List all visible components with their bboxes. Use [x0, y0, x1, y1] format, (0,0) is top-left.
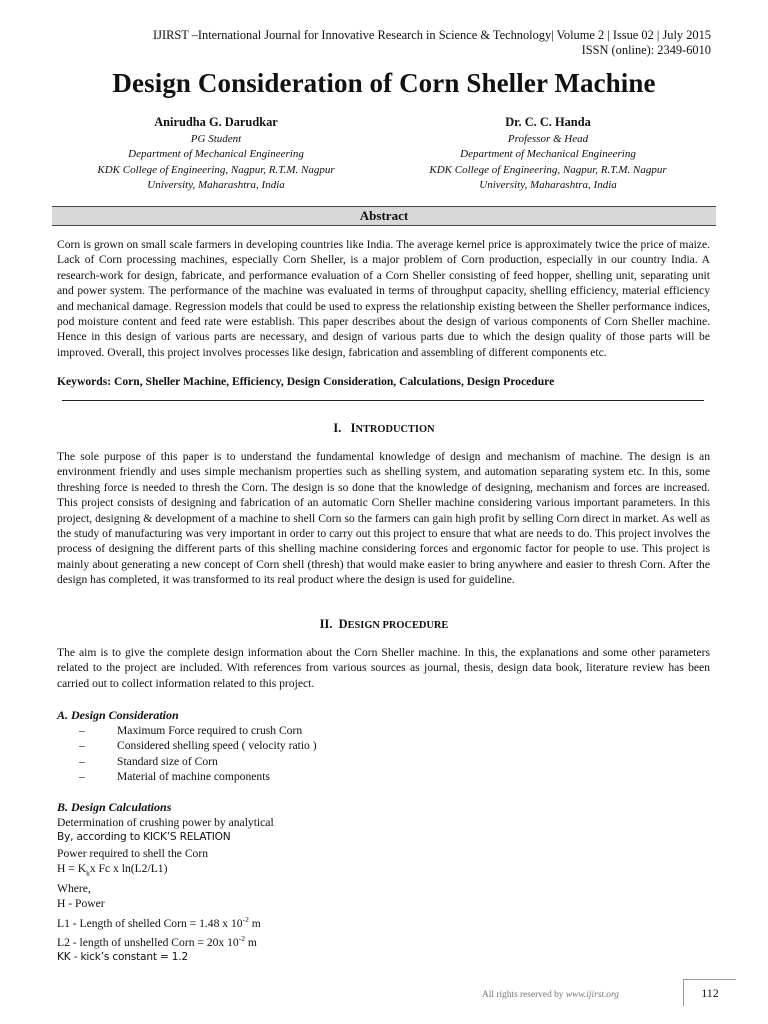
issn-header: ISSN (online): 2349-6010 — [581, 43, 711, 57]
kick-constant-definition: KK - kick’s constant = 1.2 — [57, 951, 189, 964]
introduction-text: The sole purpose of this paper is to understand the fundamental knowledge of design and mechanism of machine. The design is an environment friendly and uses simple mechanism properties such as shelling system, and automation separating system etc. In this, some threshing force is needed to thresh the Corn. The design is so done that the knowledge of designing, mechanism and forces are increased. This project consists of designing and fabrication of an automatic Corn Sheller machine considering various important parameters. In this project, designing & development of a machine to shell Corn so the farmers can gain high profit by selling Corn direct in market. As well as the study of manufacturing was very important in order to carry out this project to ensure that what are needs to do. This project involves the process of designing the different parts of this shelling machine considering forces and ergonomic factor for people to use. This project is mainly about generating a new concept of Corn shell (thresh) that would make easier to bring anywhere and easier to thresh Corn. After the design has completed, it was transformed to its real product where the design is used for guideline. — [57, 450, 710, 587]
l1-definition: L1 - Length of shelled Corn = 1.48 x $10^{-2}$ m — [57, 914, 261, 930]
list-item: – Considered shelling speed ( velocity ratio ) — [79, 739, 317, 753]
list-item: – Standard size of Corn — [79, 754, 218, 768]
calc-line: Power required to shell the Corn — [57, 846, 209, 860]
section-number: II. — [319, 617, 333, 631]
section-initial: I — [350, 421, 356, 435]
calc-line: Determination of crushing power by analytical — [57, 816, 274, 829]
author-college: KDK College of Engineering, Nagpur, R.T.M. Nagpur — [97, 163, 335, 176]
l2-definition: L2 - length of unshelled Corn = 20x $10^{-2}$ m — [57, 934, 257, 949]
author-name: Anirudha G. Darudkar — [154, 115, 278, 129]
calc-line: Where, — [57, 881, 91, 895]
author-role: PG Student — [190, 132, 242, 145]
author-department: Department of Mechanical Engineering — [128, 148, 304, 160]
author-department: Department of Mechanical Engineering — [460, 148, 636, 160]
section-divider — [62, 400, 704, 401]
author-university: University, Maharashtra, India — [147, 179, 285, 191]
section-title-rest: ESIGN PROCEDURE — [347, 620, 449, 631]
footer-site-link[interactable]: www.ijirst.org — [565, 990, 619, 1000]
section-initial: D — [338, 617, 348, 631]
abstract-text: Corn is grown on small scale farmers in developing countries like India. The average kernel price is approximately twice the price of maize. Lack of Corn processing machines, especially Corn Sheller, is a major problem of Corn production, especially in our country India. A research-work for design, fabricate, and performance evaluation of a Corn Sheller consisting of feed hopper, shelling unit, separating unit and power system. The performance of the machine was evaluated in terms of throughput capacity, shelling efficiency, material efficiency and mechanical damage. Regression models that could be used to express the relationship existing between the Sheller performance indices, pod moisture content and feed rate were establish. This paper describes about the design of various components of Corn Sheller machine. Hence in this design of various parts are necessary, and design of various parts due to which the design quality of those parts will be improved. Overall, this project involves processes like design, fabrication and assembling of different components etc. — [57, 238, 710, 359]
footer-rights: All rights reserved by www.ijirst.org — [482, 990, 619, 1000]
calc-line: H - Power — [57, 897, 105, 911]
section-title-rest: NTRODUCTION — [355, 424, 435, 435]
subsection-heading-design-calculations: B. Design Calculations — [57, 800, 172, 814]
section-number: I. — [333, 421, 342, 435]
subsection-heading-design-consideration: A. Design Consideration — [57, 708, 179, 722]
author-college: KDK College of Engineering, Nagpur, R.T.M. Nagpur — [429, 163, 667, 176]
paper-title: Design Consideration of Corn Sheller Machine — [112, 68, 656, 98]
page-number: 112 — [683, 979, 736, 1006]
design-calculations-block — [57, 815, 274, 966]
author-block-2 — [383, 115, 713, 194]
section-heading-introduction — [0, 421, 768, 436]
author-university: University, Maharashtra, India — [479, 179, 617, 191]
design-consideration-list — [79, 723, 317, 785]
power-formula: $H = K_kx$ Fc x ln(L2/L1) — [57, 862, 168, 878]
calc-line-kick-relation: By, according to KICK’S RELATION — [57, 831, 231, 844]
abstract-heading: Abstract — [52, 206, 716, 226]
keywords-line: Keywords: Corn, Sheller Machine, Efficiency, Design Consideration, Calculations, Design Procedure — [57, 375, 555, 388]
list-item: – Maximum Force required to crush Corn — [79, 724, 303, 737]
author-role: Professor & Head — [507, 132, 589, 145]
author-block-1 — [51, 115, 381, 194]
section-heading-design-procedure — [0, 617, 768, 632]
list-item: – Material of machine components — [79, 770, 270, 784]
design-procedure-text: The aim is to give the complete design information about the Corn Sheller machine. In this, the explanations and some other parameters related to the project are included. With references from various sources as journal, thesis, design data book, literature review has been carried out to collect information related to this project. — [57, 646, 710, 690]
author-name: Dr. C. C. Handa — [505, 115, 591, 129]
journal-header: IJIRST –International Journal for Innovative Research in Science & Technology| Volume 2 | Issue 02 | July 2015 — [153, 28, 711, 42]
